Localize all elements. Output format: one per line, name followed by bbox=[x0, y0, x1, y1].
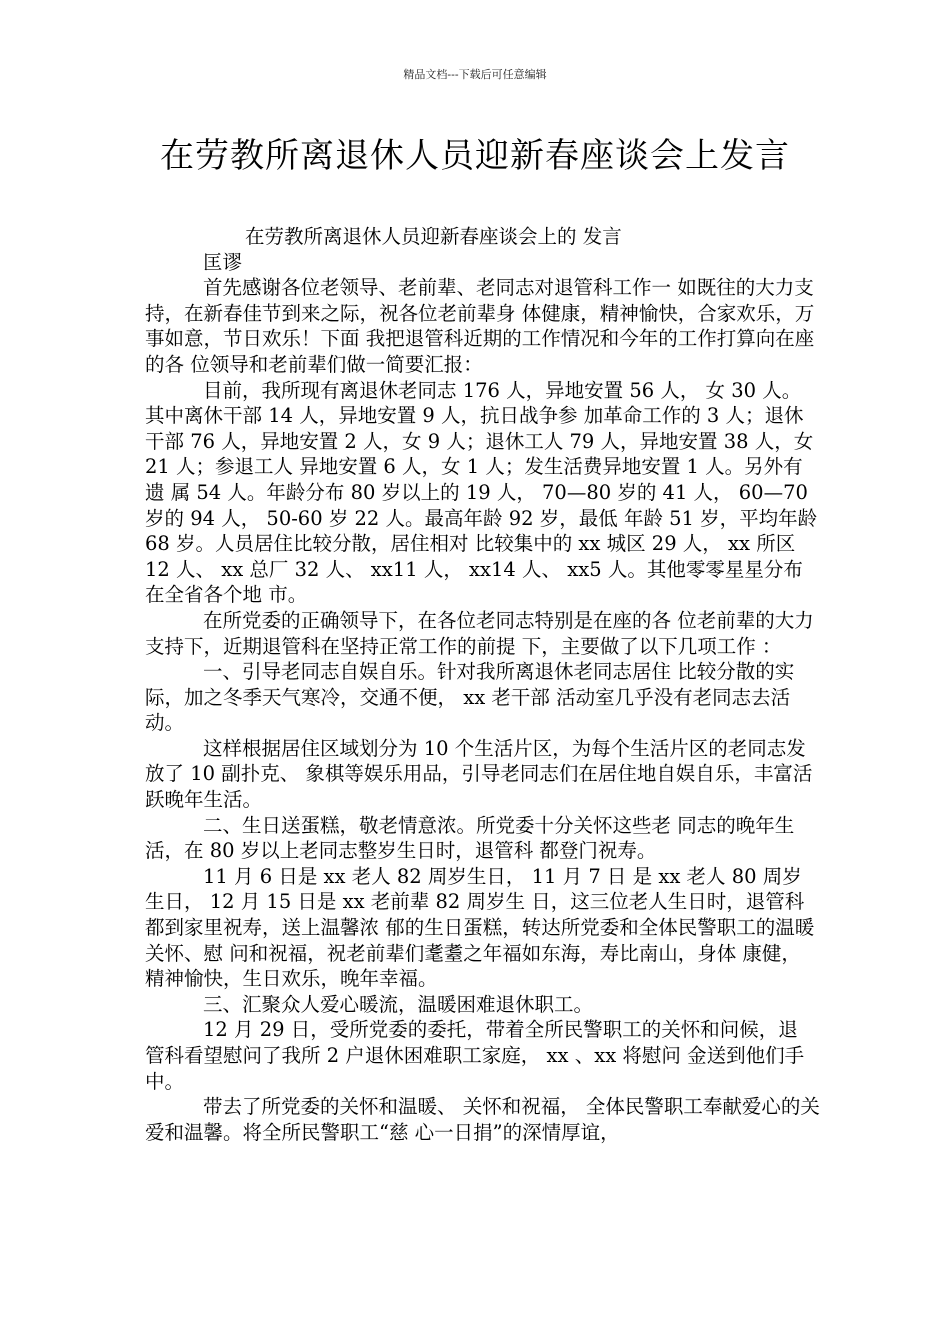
paragraph: 在所党委的正确领导下，在各位老同志特别是在座的各 位老前辈的大力支持下，近期退管科在坚持正常工作的前提 下，主要做了以下几项工作 ： bbox=[145, 608, 814, 658]
paragraph: 带去了所党委的关怀和温暖、 关怀和祝福， 全体民警职工奉献爱心的关爱和温馨。将全所民警职工“慈 心一日捐”的深情厚谊， bbox=[145, 1095, 820, 1144]
paragraph: 二、生日送蛋糕，敬老情意浓。所党委十分关怀这些老 同志的晚年生活，在 80 岁以上老同志整岁生日时，退管科 都登门祝寿。 bbox=[145, 813, 795, 863]
paragraph: 12 月 29 日，受所党委的委托，带着全所民警职工的关怀和问候，退 管科看望慰问了我所 2 户退休困难职工家庭， xx 、xx 将慰问 金送到他们手中。 bbox=[145, 1018, 805, 1093]
speech-subtitle: 在劳教所离退休人员迎新春座谈会上的 发言 bbox=[245, 225, 622, 248]
document-body bbox=[145, 224, 820, 1145]
paragraph: 首先感谢各位老领导、老前辈、老同志对退管科工作一 如既往的大力支持，在新春佳节到来之际，祝各位老前辈身 体健康，精神愉快，合家欢乐，万事如意，节日欢乐！下面 我把退管科近期的工作情况和今年的工作打算向在座的各 位领导和老前辈们做一简要汇报： bbox=[145, 276, 815, 376]
speech-author: 匡谬 bbox=[203, 250, 243, 274]
paragraph: 三、汇聚众人爱心暖流，温暖困难退休职工。 bbox=[203, 992, 594, 1016]
paragraph: 这样根据居住区域划分为 10 个生活片区，为每个生活片区的老同志发放了 10 副扑克、 象棋等娱乐用品，引导老同志们在居住地自娱自乐，丰富活 跃晚年生活。 bbox=[145, 736, 813, 812]
paragraph: 11 月 6 日是 xx 老人 82 周岁生日， 11 月 7 日 是 xx 老人 80 周岁生日， 12 月 15 日是 xx 老前辈 82 周岁生 日，这三位老人生日时，退管科都到家里祝寿，送上温馨浓 郁的生日蛋糕，转达所党委和全体民警职工的温暖关怀、慰 问和祝福，祝老前辈们耄耋之年福如东海，寿比南山，身体 康健，精神愉快，生日欢乐，晚年幸福。 bbox=[145, 864, 815, 991]
paragraph: 目前，我所现有离退休老同志 176 人，异地安置 56 人， 女 30 人。其中离休干部 14 人，异地安置 9 人，抗日战争参 加革命工作的 3 人；退休干部 76 人，异地安置 2 人，女 9 人；退休工人 79 人，异地安置 38 人，女 21 人；参退工人 异地安置 6 人，女 1 人；发生活费异地安置 1 人。另外有遗 属 54 人。年龄分布 80 岁以上的 19 人， 70—80 岁的 41 人， 60—70 岁的 94 人， 50-60 岁 22 人。最高年龄 92 岁，最低 年龄 51 岁，平均年龄 68 岁。人员居住比较分散，居住相对 比较集中的 xx 城区 29 人， xx 所区 12 人、 xx 总厂 32 人、 xx11 人， xx14 人、 xx5 人。其他零零星星分布在全省各个地 市。 bbox=[145, 378, 818, 607]
document-title: 在劳教所离退休人员迎新春座谈会上发言 bbox=[160, 136, 790, 176]
paragraph: 一、引导老同志自娱自乐。针对我所离退休老同志居住 比较分散的实际，加之冬季天气寒冷，交通不便， xx 老干部 活动室几乎没有老同志去活动。 bbox=[145, 660, 795, 735]
header-note: 精品文档---下载后可任意编辑 bbox=[403, 68, 547, 81]
